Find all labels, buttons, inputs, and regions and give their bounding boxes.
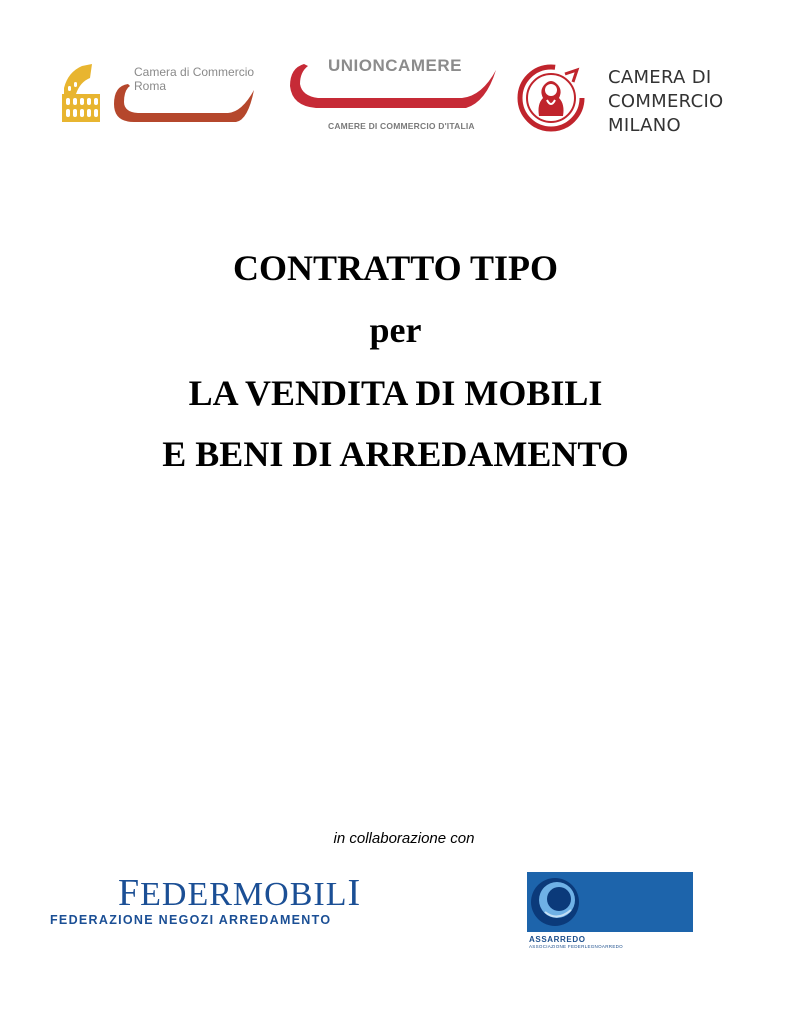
roma-swoosh-icon bbox=[108, 82, 258, 128]
milano-logo-text bbox=[608, 66, 724, 138]
assarredo-name: ASSARREDO bbox=[529, 935, 586, 944]
assarredo-subtitle: ASSOCIAZIONE FEDERLEGNOARREDO bbox=[529, 944, 623, 949]
unioncamere-logo bbox=[286, 52, 502, 138]
document-title-line1: CONTRATTO TIPO bbox=[232, 248, 559, 288]
federmobili-name-mid: EDERMOBIL bbox=[140, 876, 348, 913]
milano-logo-line1: CAMERA DI bbox=[608, 67, 712, 88]
assarredo-ring-icon bbox=[527, 872, 587, 932]
document-title-line4: E BENI DI ARREDAMENTO bbox=[162, 434, 629, 474]
unioncamere-title: UNIONCAMERE bbox=[328, 56, 462, 75]
camera-commercio-milano-logo bbox=[517, 64, 747, 138]
collaboration-text: in collaborazione con bbox=[333, 830, 475, 847]
camera-commercio-roma-logo bbox=[58, 58, 258, 128]
federmobili-name-last: I bbox=[347, 872, 362, 914]
milano-logo-line3: MILANO bbox=[608, 115, 682, 136]
assarredo-blue-panel bbox=[527, 872, 693, 932]
roma-logo-line2: Roma bbox=[134, 79, 167, 93]
federmobili-name-first: F bbox=[118, 872, 141, 914]
document-title-line2: per bbox=[369, 310, 422, 350]
unioncamere-swoosh-icon bbox=[286, 62, 502, 118]
sant-ambrogio-seal-icon bbox=[517, 64, 585, 132]
federmobili-logo bbox=[50, 872, 400, 930]
federmobili-name bbox=[118, 872, 362, 914]
federmobili-subtitle: FEDERAZIONE NEGOZI ARREDAMENTO bbox=[50, 913, 332, 927]
milano-logo-line2: COMMERCIO bbox=[608, 91, 724, 112]
assarredo-logo bbox=[527, 872, 693, 954]
unioncamere-subtitle: CAMERE DI COMMERCIO D'ITALIA bbox=[328, 121, 475, 131]
document-title-line3: LA VENDITA DI MOBILI bbox=[188, 373, 603, 413]
roma-logo-line1: Camera di Commercio bbox=[134, 65, 255, 79]
